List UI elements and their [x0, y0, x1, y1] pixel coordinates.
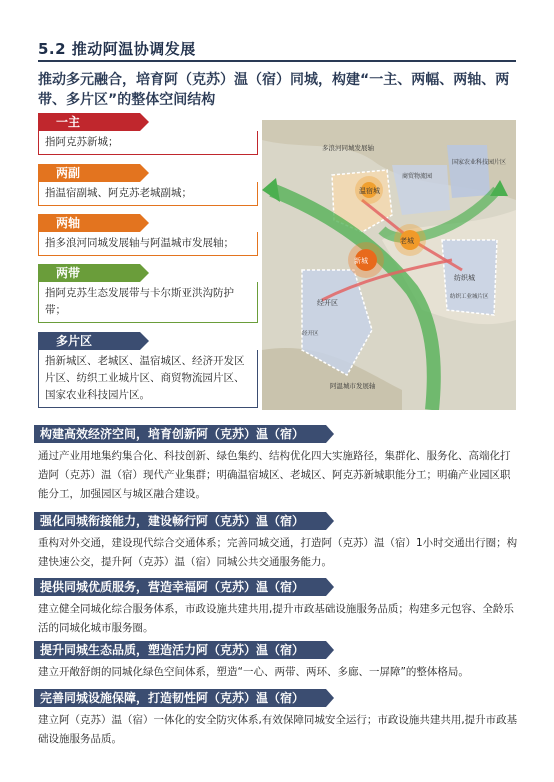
category-tag: 多片区	[38, 332, 140, 350]
label-wensu: 温宿城	[359, 187, 380, 195]
section-heading: 构建高效经济空间，培育创新阿（克苏）温（宿）	[34, 425, 326, 443]
label-xincheng: 新城	[354, 257, 368, 265]
section-text: 建立健全同城化综合服务体系，市政设施共建共用,提升市政基础设施服务品质；构建多元包容、全龄乐活的同城化城市服务圈。	[38, 603, 514, 634]
category-yizhu	[38, 113, 258, 155]
section-heading: 提升同城生态品质，塑造活力阿（克苏）温（宿）	[34, 641, 326, 659]
section-header	[38, 38, 516, 62]
axis-label-awen: 阿温城市发展轴	[330, 382, 376, 390]
section-heading: 完善同城设施保障，打造韧性阿（克苏）温（宿）	[34, 689, 326, 707]
category-duopianqu	[38, 332, 258, 408]
category-tag: 两轴	[38, 214, 140, 232]
section-rule	[38, 60, 516, 62]
category-tag: 一主	[38, 113, 140, 131]
category-text: 指温宿副城、阿克苏老城副城；	[38, 182, 258, 206]
label-jingkai: 经开区	[317, 299, 338, 307]
category-text: 指多浪河同城发展轴与阿温城市发展轴；	[38, 232, 258, 256]
category-liangfu	[38, 164, 258, 206]
section-heading: 强化同城衔接能力，建设畅行阿（克苏）温（宿）	[34, 512, 326, 530]
spatial-structure-map	[262, 120, 516, 410]
page-subtitle: 推动多元融合，培育阿（克苏）温（宿）同城，构建“一主、两幅、两轴、两带、多片区”的整体空间结构	[38, 72, 510, 108]
label-wuliu: 商贸物流园	[402, 173, 433, 180]
category-text: 指新城区、老城区、温宿城区、经济开发区片区、纺织工业城片区、商贸物流园片区、国家农业科技园片区。	[38, 350, 258, 408]
section-text: 重构对外交通，建设现代综合交通体系；完善同城交通，打造阿（克苏）温（宿）1小时交通出行圈；构建快速公交，提升阿（克苏）温（宿）同城公共交通服务能力。	[38, 537, 518, 568]
section-text: 通过产业用地集约集合化、科技创新、绿色集约、结构优化四大实施路径，集群化、服务化、高端化打造阿（克苏）温（宿）现代产业集群；明确温宿城区、老城区、阿克苏新城职能分工；明确产业园区职能分工，加强园区与城区融合建设。	[38, 450, 511, 500]
section-text: 建立开敞舒朗的同城化绿色空间体系，塑造“一心、两带、两环、多廊、一屏障”的整体格局。	[38, 666, 469, 678]
section-text: 建立阿（克苏）温（宿）一体化的安全防灾体系,有效保障同城安全运行；市政设施共建共用,提升市政基础设施服务品质。	[38, 714, 518, 745]
category-liangdai	[38, 264, 258, 323]
axis-label-duolanghe: 多浪河同城发展轴	[322, 144, 374, 152]
category-text: 指阿克苏生态发展带与卡尔斯亚洪沟防护带；	[38, 282, 258, 323]
label-fangzhi: 纺织城	[454, 274, 475, 282]
label-laocheng: 老城	[400, 237, 414, 245]
section-heading: 提供同城优质服务，营造幸福阿（克苏）温（宿）	[34, 578, 326, 596]
category-liangzhou	[38, 214, 258, 256]
section-title: 5.2 推动阿温协调发展	[38, 40, 196, 58]
category-text: 指阿克苏新城；	[38, 131, 258, 155]
category-tag: 两带	[38, 264, 140, 282]
label-fangzhi-sub: 纺织工业城片区	[450, 294, 489, 300]
label-nongye: 国家农业科技园片区	[452, 159, 507, 166]
label-kaifa: 经开区	[302, 331, 319, 337]
category-tag: 两副	[38, 164, 140, 182]
